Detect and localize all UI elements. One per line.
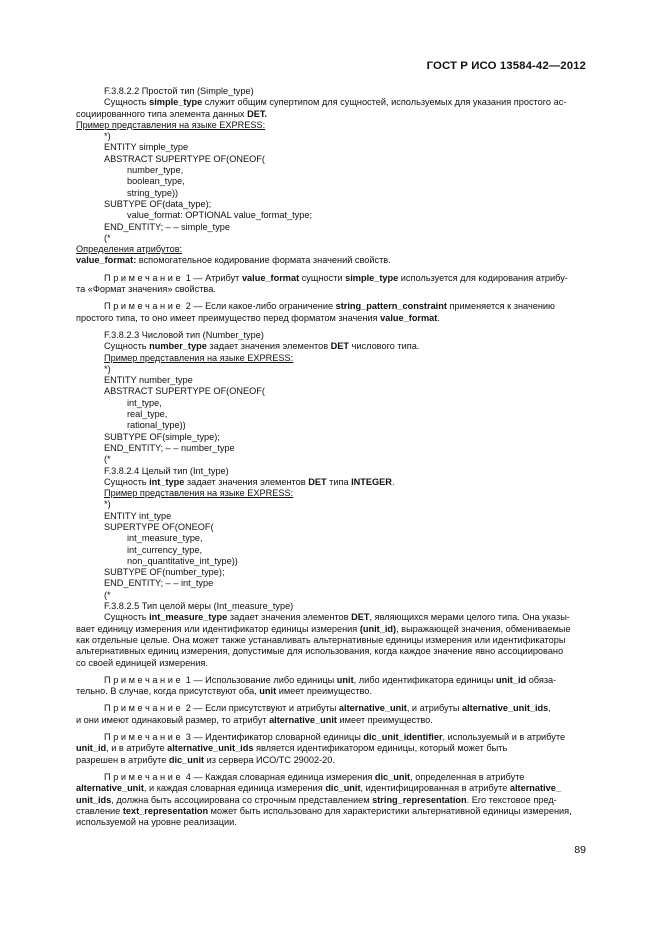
paragraph-line: социированного типа элемента данных DET. bbox=[76, 108, 267, 119]
page-number: 89 bbox=[574, 844, 586, 856]
code-line: string_type)) bbox=[127, 187, 179, 198]
paragraph-line: Сущность simple_type служит общим супертипом для сущностей, используемых для указания простого ас- bbox=[104, 97, 567, 108]
paragraph-line: Сущность number_type задает значения элементов DET числового типа. bbox=[104, 341, 420, 352]
code-line: int_type, bbox=[127, 397, 162, 408]
code-line: SUPERTYPE OF(ONEOF( bbox=[104, 521, 214, 532]
code-line: real_type, bbox=[127, 409, 168, 420]
code-line: *) bbox=[104, 363, 111, 374]
code-line: (* bbox=[104, 589, 111, 600]
section-title-int-type: F.3.8.2.4 Целый тип (Int_type) bbox=[104, 465, 229, 476]
code-line: END_ENTITY; – – int_type bbox=[104, 578, 214, 589]
page-content bbox=[76, 86, 586, 828]
code-line: int_currency_type, bbox=[127, 544, 203, 555]
note-line: unit_id, и в атрибуте alternative_unit_ids является идентификатором единицы, который может быть bbox=[76, 743, 508, 754]
code-line: value_format: OPTIONAL value_format_type; bbox=[127, 210, 313, 221]
note-line: простого типа, то оно имеет преимущество перед форматом значения value_format. bbox=[76, 312, 440, 323]
note-line: та «Формат значения» свойства. bbox=[76, 284, 216, 295]
note-line: Примечание 3 — Идентификатор словарной единицы dic_unit_identifier, используемый и в атрибуте bbox=[104, 732, 566, 743]
code-line: non_quantitative_int_type)) bbox=[127, 555, 238, 566]
code-line: SUBTYPE OF(simple_type); bbox=[104, 431, 220, 442]
note-line: Примечание 1 — Атрибут value_format сущности simple_type используется для кодирования атрибу- bbox=[104, 272, 568, 283]
code-line: END_ENTITY; – – simple_type bbox=[104, 221, 231, 232]
standard-header: ГОСТ Р ИСО 13584-42—2012 bbox=[426, 60, 586, 72]
code-line: SUBTYPE OF(data_type); bbox=[104, 198, 212, 209]
paragraph-line: вает единицу измерения или идентификатор единицы измерения (unit_id), выражающей значения, обмениваемые bbox=[76, 623, 571, 634]
note-line: Примечание 2 — Если присутствуют и атрибуты alternative_unit, и атрибуты alternative_unit_ids, bbox=[104, 703, 551, 714]
code-line: boolean_type, bbox=[127, 176, 185, 187]
code-line: *) bbox=[104, 131, 111, 142]
code-line: ABSTRACT SUPERTYPE OF(ONEOF( bbox=[104, 153, 265, 164]
document-page bbox=[76, 0, 586, 935]
note-line: Примечание 4 — Каждая словарная единица измерения dic_unit, определенная в атрибуте bbox=[104, 771, 525, 782]
example-label: Пример представления на языке EXPRESS: bbox=[104, 488, 294, 499]
code-line: (* bbox=[104, 454, 111, 465]
code-line: ENTITY int_type bbox=[104, 510, 172, 521]
section-title-simple-type: F.3.8.2.2 Простой тип (Simple_type) bbox=[104, 86, 254, 96]
code-line: ENTITY simple_type bbox=[104, 142, 189, 153]
attribute-definitions-label: Определения атрибутов: bbox=[76, 244, 183, 255]
note-line: Примечание 2 — Если какое-либо ограничение string_pattern_constraint применяется к значению bbox=[104, 301, 555, 312]
paragraph-line: как отдельные целые. Она может также устанавливать альтернативные единицы измерения или идентификаторы bbox=[76, 634, 566, 645]
paragraph-line: Сущность int_measure_type задает значения элементов DET, являющихся мерами целого типа. Она указы- bbox=[104, 612, 570, 623]
code-line: (* bbox=[104, 232, 111, 243]
code-line: END_ENTITY; – – number_type bbox=[104, 442, 235, 453]
code-line: SUBTYPE OF(number_type); bbox=[104, 567, 225, 578]
note-line: разрешен в атрибуте dic_unit из сервера ИСО/ТС 29002-20. bbox=[76, 754, 335, 765]
code-line: int_measure_type, bbox=[127, 533, 203, 544]
attribute-definition: value_format: вспомогательное кодирование формата значений свойств. bbox=[76, 255, 391, 266]
paragraph-line: альтернативных единиц измерения, допустимые для использования, когда каждое значение явно ассоциировано bbox=[76, 646, 564, 657]
code-line: *) bbox=[104, 499, 111, 510]
note-line: используемой на уровне реализации. bbox=[76, 817, 237, 828]
paragraph-line: Сущность int_type задает значения элементов DET типа INTEGER. bbox=[104, 476, 395, 487]
example-label: Пример представления на языке EXPRESS: bbox=[104, 352, 294, 363]
code-line: ABSTRACT SUPERTYPE OF(ONEOF( bbox=[104, 386, 265, 397]
note-line: alternative_unit, и каждая словарная единица измерения dic_unit, идентифицированная в атрибуте alternative_ bbox=[76, 783, 561, 794]
code-line: ENTITY number_type bbox=[104, 375, 193, 386]
code-line: rational_type)) bbox=[127, 420, 186, 431]
note-line: unit_ids, должна быть ассоциирована со строчным представлением string_representation. Его текстовое пред- bbox=[76, 794, 557, 805]
note-line: ставление text_representation может быть использовано для характеристики альтернативной единицы измерения, bbox=[76, 805, 572, 816]
paragraph-line: со своей единицей измерения. bbox=[76, 657, 208, 668]
note-line: и они имеют одинаковый размер, то атрибут alternative_unit имеет преимущество. bbox=[76, 714, 433, 725]
example-label: Пример представления на языке EXPRESS: bbox=[76, 119, 266, 130]
note-line: тельно. В случае, когда присутствуют оба, unit имеет преимущество. bbox=[76, 686, 372, 697]
code-line: number_type, bbox=[127, 165, 184, 176]
section-title-number-type: F.3.8.2.3 Числовой тип (Number_type) bbox=[104, 329, 264, 340]
note-line: Примечание 1 — Использование либо единицы unit, либо идентификатора единицы unit_id обяза- bbox=[104, 674, 557, 685]
section-title-int-measure-type: F.3.8.2.5 Тип целой меры (Int_measure_type) bbox=[104, 601, 294, 612]
